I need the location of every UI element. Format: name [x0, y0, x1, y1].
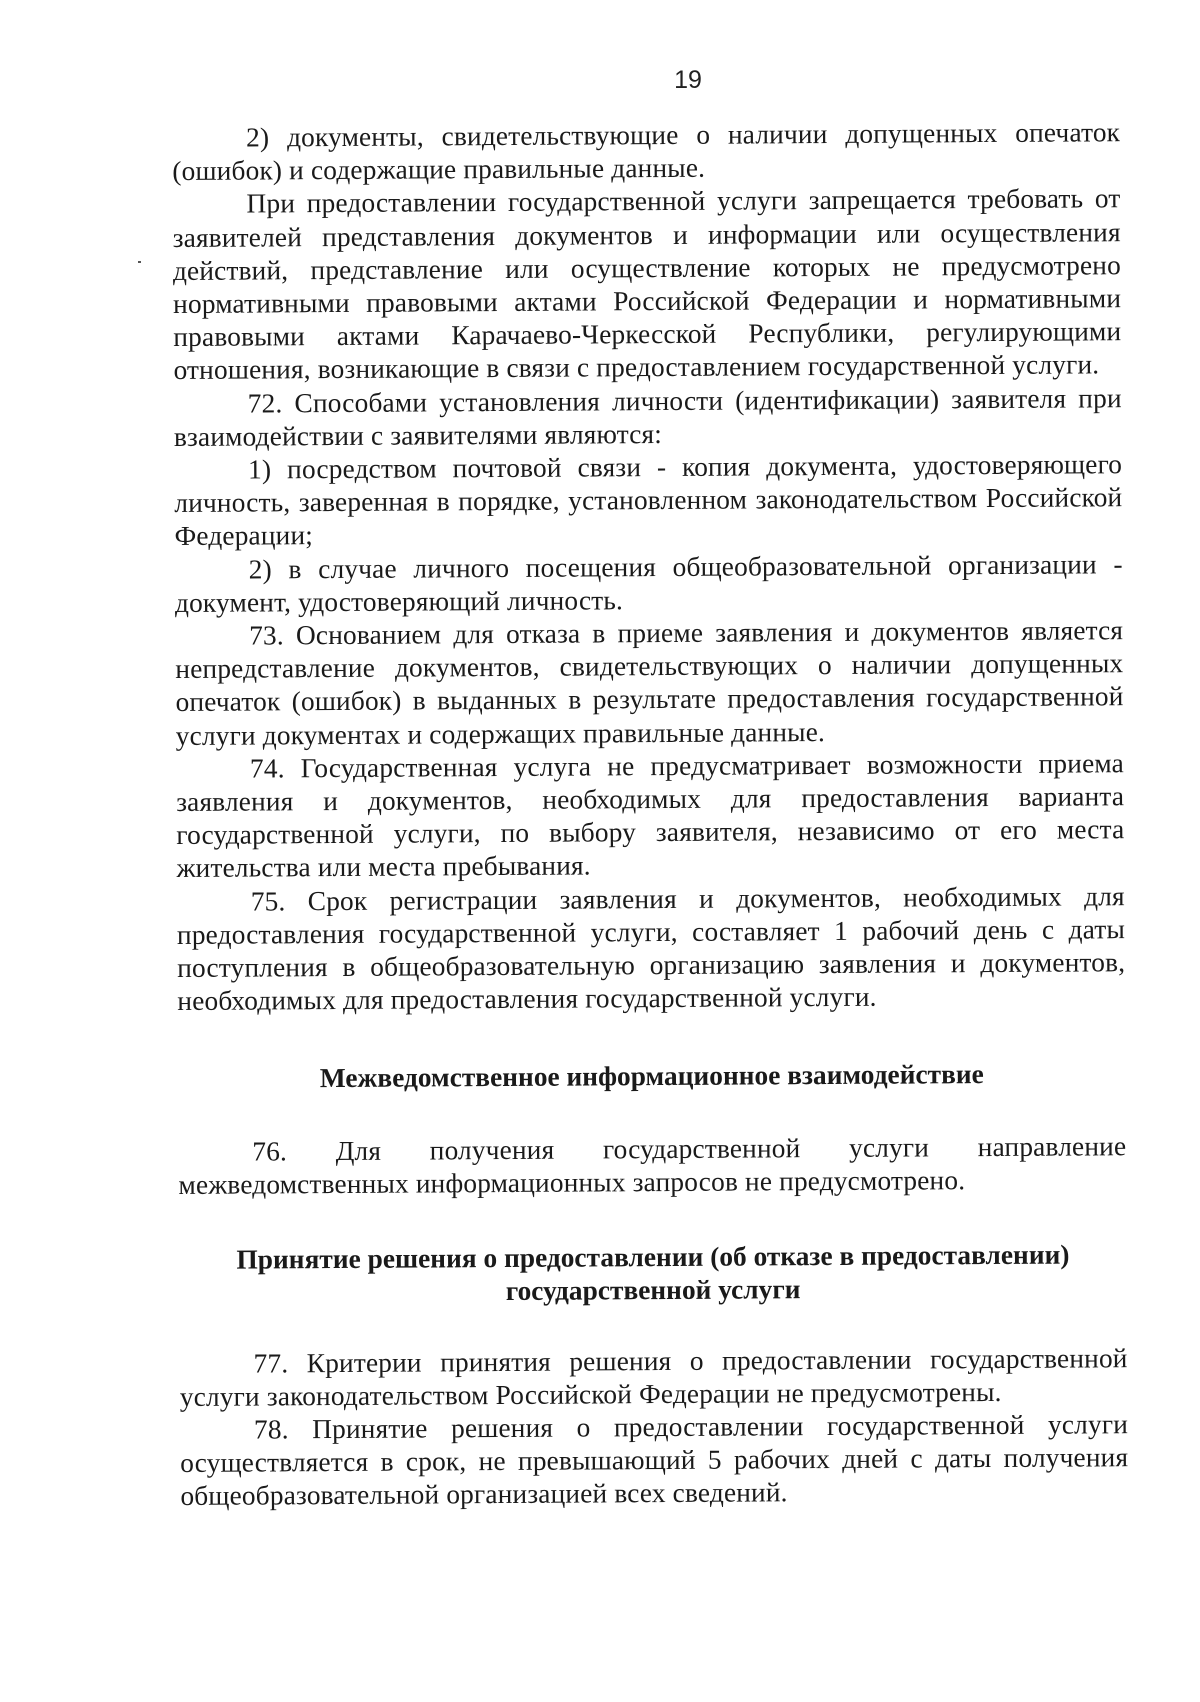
- paragraph-item-2-documents: 2) документы, свидетельствующие о наличии допущенных опечаток (ошибок) и содержащие правильные данные.: [172, 117, 1121, 187]
- scan-speck: [138, 261, 141, 263]
- paragraph-74: 74. Государственная услуга не предусматривает возможности приема заявления и документов, необходимых для предоставления варианта государственной услуги, по выбору заявителя, независимо от его места жительства или места пребывания.: [176, 748, 1125, 884]
- paragraph-prohibition: При предоставлении государственной услуги запрещается требовать от заявителей представления документов и информации или осуществления действий, представление или осуществление которых не предусмотрено нормативными правовыми актами Российской Федерации и нормативными правовыми актами Карачаево-Черкесской Республики, регулирующими отношения, возникающие в связи с предоставлением государственной услуги.: [172, 183, 1122, 386]
- page-number: 19: [674, 66, 702, 94]
- paragraph-76-word: получения: [429, 1134, 555, 1166]
- paragraph-75: 75. Срок регистрации заявления и документов, необходимых для предоставления государственной услуги, составляет 1 рабочий день с даты поступления в общеобразовательную организацию заявления и документов, необходимых для предоставления государственной услуги.: [176, 880, 1126, 1017]
- paragraph-72: 72. Способами установления личности (идентификации) заявителя при взаимодействии с заявителями являются:: [173, 382, 1122, 452]
- section-heading-interagency: Межведомственное информационное взаимодействие: [319, 1059, 984, 1094]
- paragraph-77: 77. Критерии принятия решения о предоставлении государственной услуги законодательством Российской Федерации не предусмотрены.: [179, 1342, 1128, 1412]
- paragraph-72-item-1: 1) посредством почтовой связи - копия документа, удостоверяющего личность, заверенная в порядке, установленном законодательством Российской Федерации;: [174, 449, 1123, 552]
- section-heading-decision-line1: Принятие решения о предоставлении (об отказе в предоставлении): [236, 1239, 1070, 1275]
- section-heading-decision: [179, 1238, 1127, 1310]
- paragraph-76-first-line: [178, 1130, 1126, 1169]
- paragraph-76-word: Для: [335, 1135, 382, 1166]
- paragraph-76: [178, 1130, 1126, 1202]
- paragraph-72-item-2: 2) в случае личного посещения общеобразовательной организации - документ, удостоверяющий личность.: [174, 548, 1123, 618]
- paragraph-76-rest: межведомственных информационных запросов не предусмотрено.: [178, 1165, 966, 1200]
- paragraph-76-word: услуги: [848, 1132, 930, 1163]
- paragraph-73: 73. Основанием для отказа в приеме заявления и документов является непредставление документов, свидетельствующих о наличии допущенных опечаток (ошибок) в выданных в результате предоставления государственной услуги документах и содержащих правильные данные.: [175, 615, 1124, 751]
- document-body: [172, 116, 1128, 1513]
- paragraph-78: 78. Принятие решения о предоставлении государственной услуги осуществляется в срок, не превышающий 5 рабочих дней с даты получения общеобразовательной организацией всех сведений.: [180, 1409, 1129, 1512]
- paragraph-76-word: 76.: [252, 1136, 288, 1167]
- paragraph-76-word: государственной: [602, 1132, 801, 1165]
- paragraph-76-word: направление: [977, 1130, 1127, 1162]
- section-heading-decision-line2: государственной услуги: [505, 1274, 801, 1307]
